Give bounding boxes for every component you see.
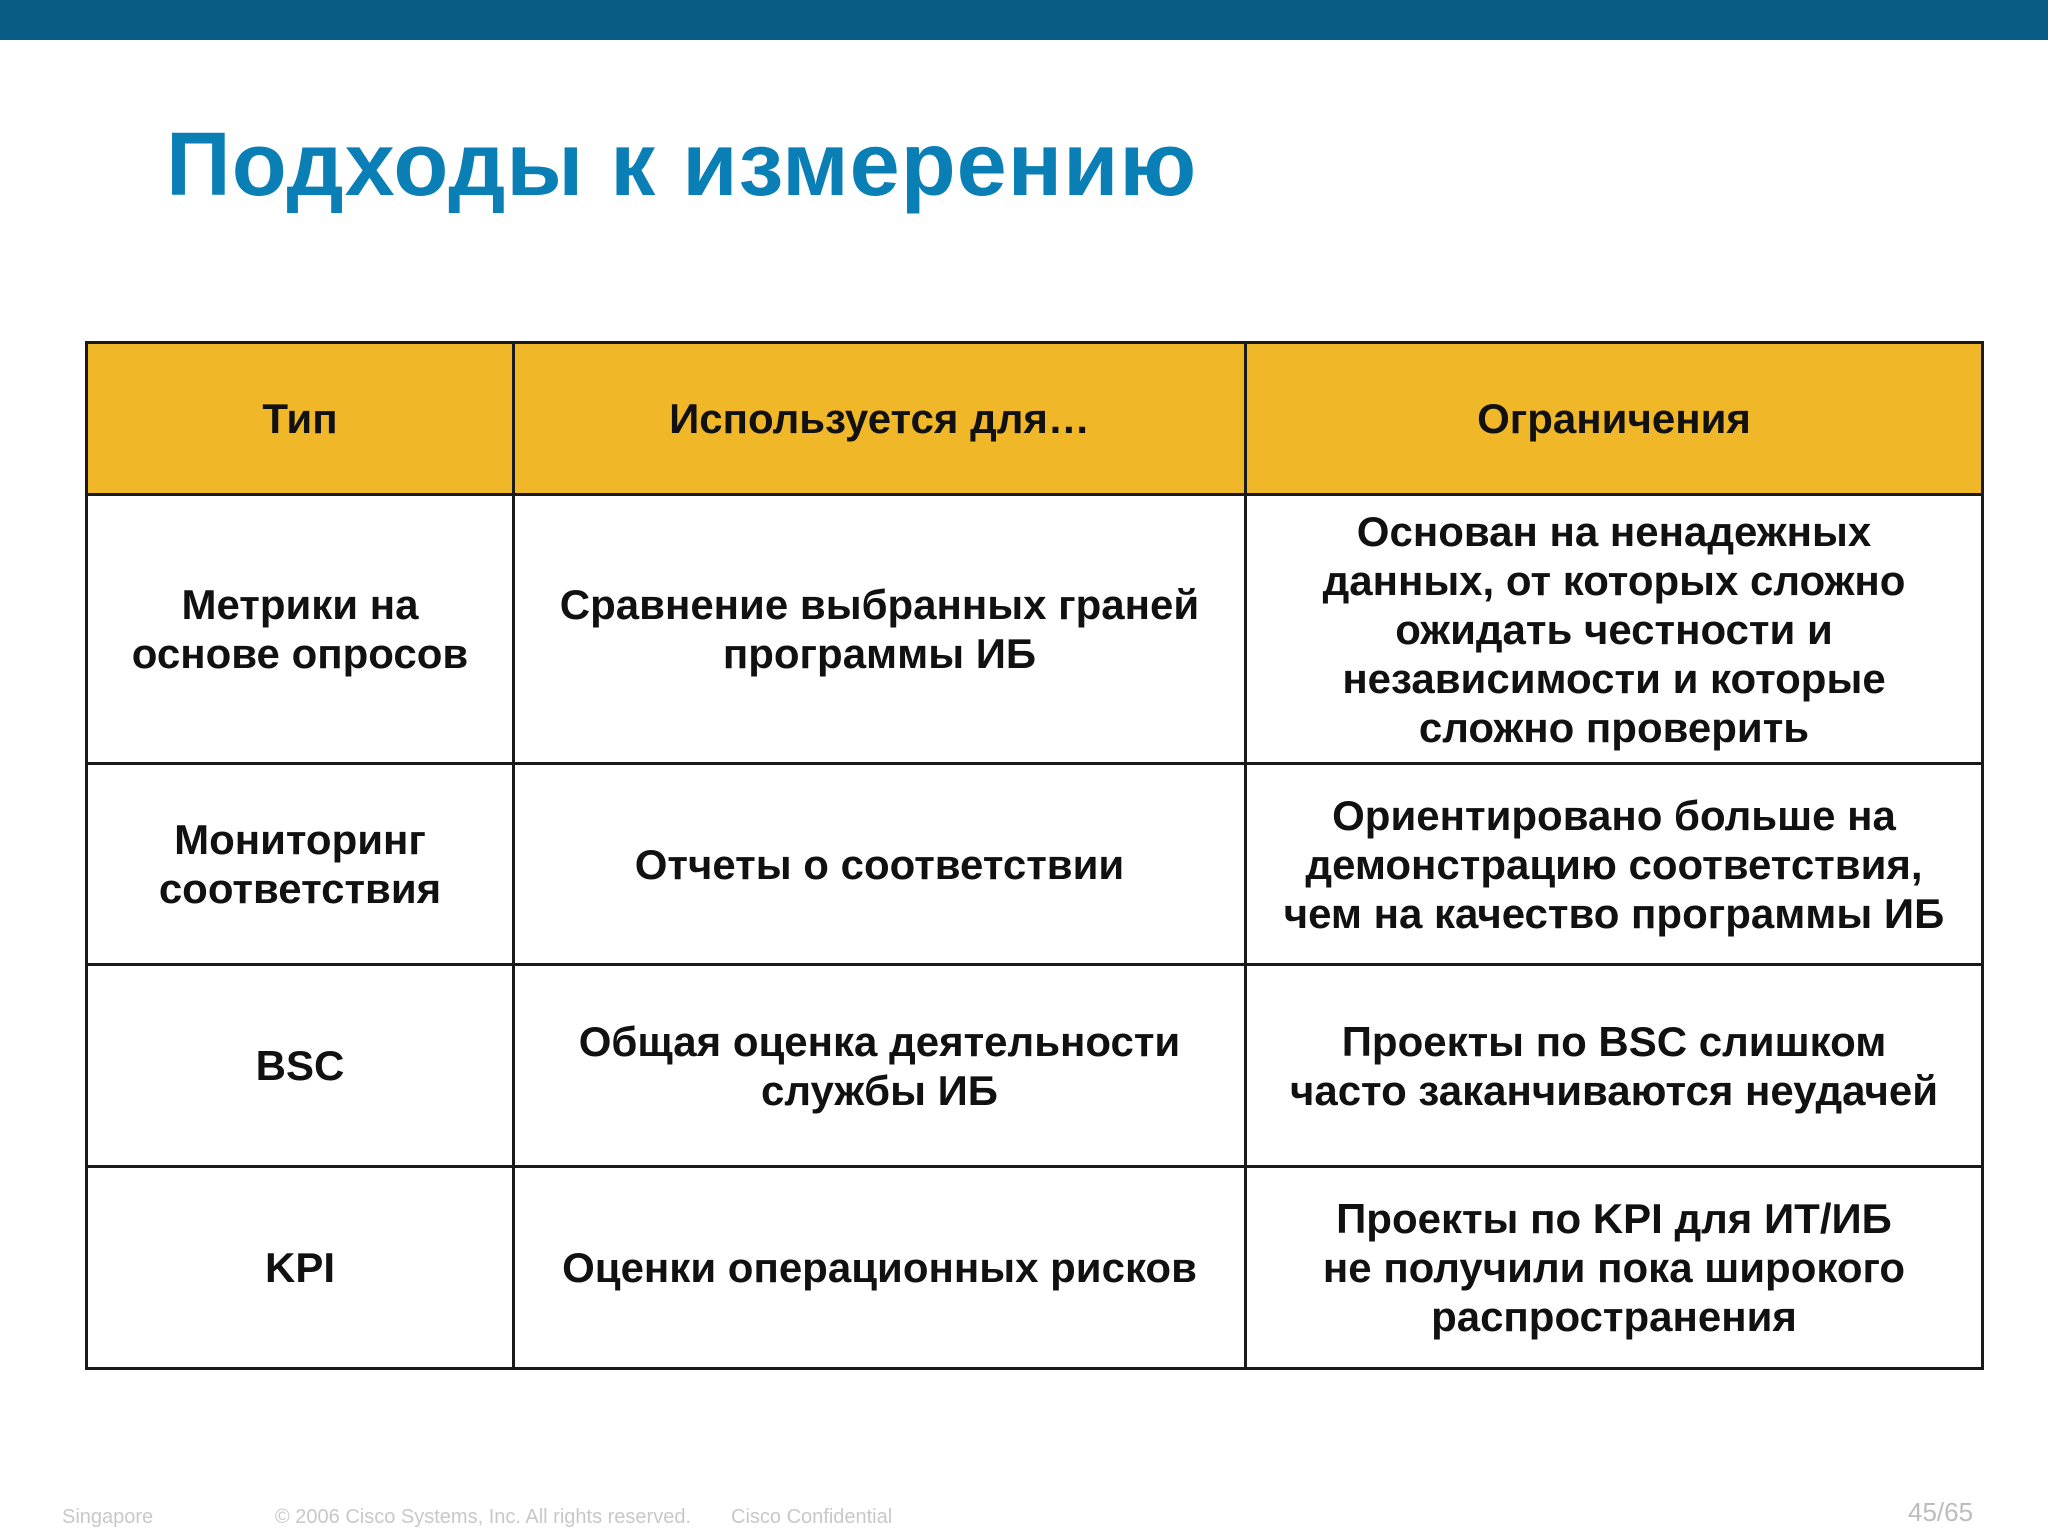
cell-type: BSC <box>87 965 514 1167</box>
slide-title: Подходы к измерению <box>166 115 1198 215</box>
cell-limitations: Ориентировано больше на демонстрацию соответствия, чем на качество программы ИБ <box>1246 764 1983 965</box>
cell-type: Мониторинг соответствия <box>87 764 514 965</box>
column-header-type: Тип <box>87 343 514 495</box>
table-row <box>87 764 1983 965</box>
table-row <box>87 495 1983 764</box>
footer-location: Singapore <box>62 1506 154 1528</box>
table-row <box>87 1167 1983 1369</box>
footer-confidential: Cisco Confidential <box>731 1506 893 1528</box>
page-number: 45/65 <box>1908 1497 1974 1527</box>
cell-limitations: Проекты по KPI для ИТ/ИБ не получили пока широкого распространения <box>1246 1167 1983 1369</box>
cell-limitations: Проекты по BSC слишком часто заканчиваются неудачей <box>1246 965 1983 1167</box>
measurement-approaches-table <box>85 341 1984 1370</box>
table-header-row <box>87 343 1983 495</box>
cell-used-for: Сравнение выбранных граней программы ИБ <box>514 495 1246 764</box>
top-accent-bar <box>0 0 2048 40</box>
cell-type: Метрики на основе опросов <box>87 495 514 764</box>
cell-used-for: Оценки операционных рисков <box>514 1167 1246 1369</box>
table-row <box>87 965 1983 1167</box>
column-header-limitations: Ограничения <box>1246 343 1983 495</box>
cell-used-for: Отчеты о соответствии <box>514 764 1246 965</box>
footer-copyright: © 2006 Cisco Systems, Inc. All rights reserved. <box>275 1506 692 1528</box>
cell-limitations: Основан на ненадежных данных, от которых сложно ожидать честности и независимости и которые сложно проверить <box>1246 495 1983 764</box>
column-header-used-for: Используется для… <box>514 343 1246 495</box>
cell-type: KPI <box>87 1167 514 1369</box>
cell-used-for: Общая оценка деятельности службы ИБ <box>514 965 1246 1167</box>
